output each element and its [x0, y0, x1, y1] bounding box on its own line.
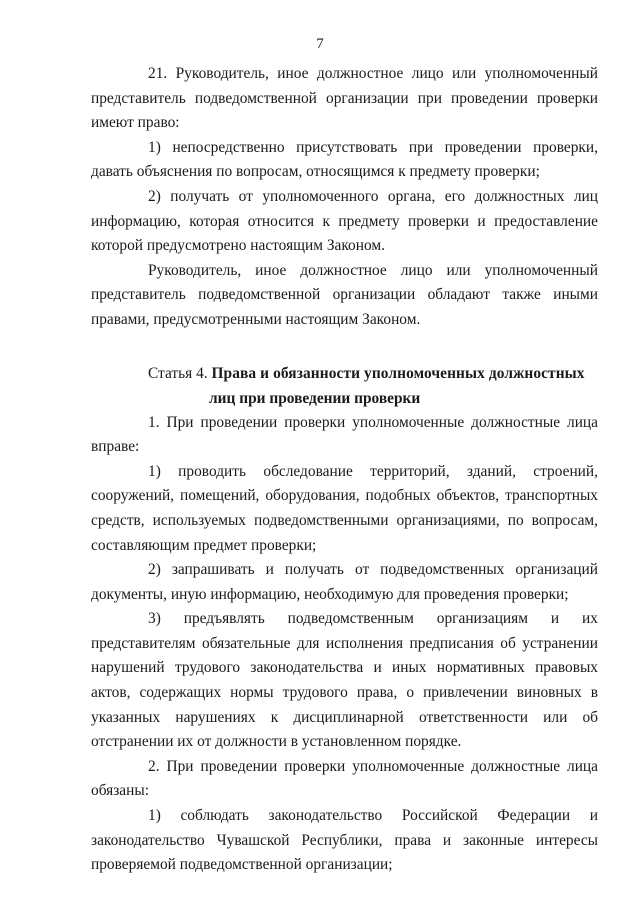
article-title-line1: Права и обязанности уполномоченных должностных: [211, 364, 585, 382]
paragraph-21: 21. Руководитель, иное должностное лицо или уполномоченный представитель подведомственной организации при проведении проверки имеют право:: [91, 65, 598, 132]
article-part-2: 2. При проведении проверки уполномоченные должностные лица обязаны:: [91, 757, 598, 800]
article-part-1: 1. При проведении проверки уполномоченные должностные лица вправе:: [91, 413, 598, 456]
document-body: [91, 62, 598, 878]
article-label: Статья 4.: [148, 364, 208, 382]
article-title-line2: лиц при проведении проверки: [209, 389, 421, 407]
paragraph-21-closing: Руководитель, иное должностное лицо или уполномоченный представитель подведомственной организации обладают также иными правами, предусмотренными настоящим Законом.: [91, 261, 598, 328]
article-part-2-item-1: 1) соблюдать законодательство Российской Федерации и законодательство Чувашской Республики, права и законные интересы проверяемой подведомственной организации;: [91, 807, 598, 874]
article-part-1-item-3: 3) предъявлять подведомственным организациям и их представителям обязательные для исполнения предписания об устранении нарушений трудового законодательства и иных нормативных правовых актов, содержащих нормы трудового права, о привлечении виновных в указанных нарушениях к дисциплинарной ответственности или об отстранении их от должности в установленном порядке.: [91, 610, 598, 751]
paragraph-21-item-2: 2) получать от уполномоченного органа, его должностных лиц информацию, которая относится к предмету проверки и предоставление которой предусмотрено настоящим Законом.: [91, 187, 598, 255]
article-part-1-item-1: 1) проводить обследование территорий, зданий, строений, сооружений, помещений, оборудования, подобных объектов, транспортных средств, используемых подведомственными организациями, по вопросам, составляющим предмет проверки;: [91, 462, 598, 554]
paragraph-21-item-1: 1) непосредственно присутствовать при проведении проверки, давать объяснения по вопросам, относящимся к предмету проверки;: [91, 138, 598, 181]
page-number: 7: [316, 36, 324, 52]
article-part-1-item-2: 2) запрашивать и получать от подведомственных организаций документы, иную информацию, необходимую для проведения проверки;: [91, 561, 598, 603]
article-heading: [91, 361, 598, 411]
